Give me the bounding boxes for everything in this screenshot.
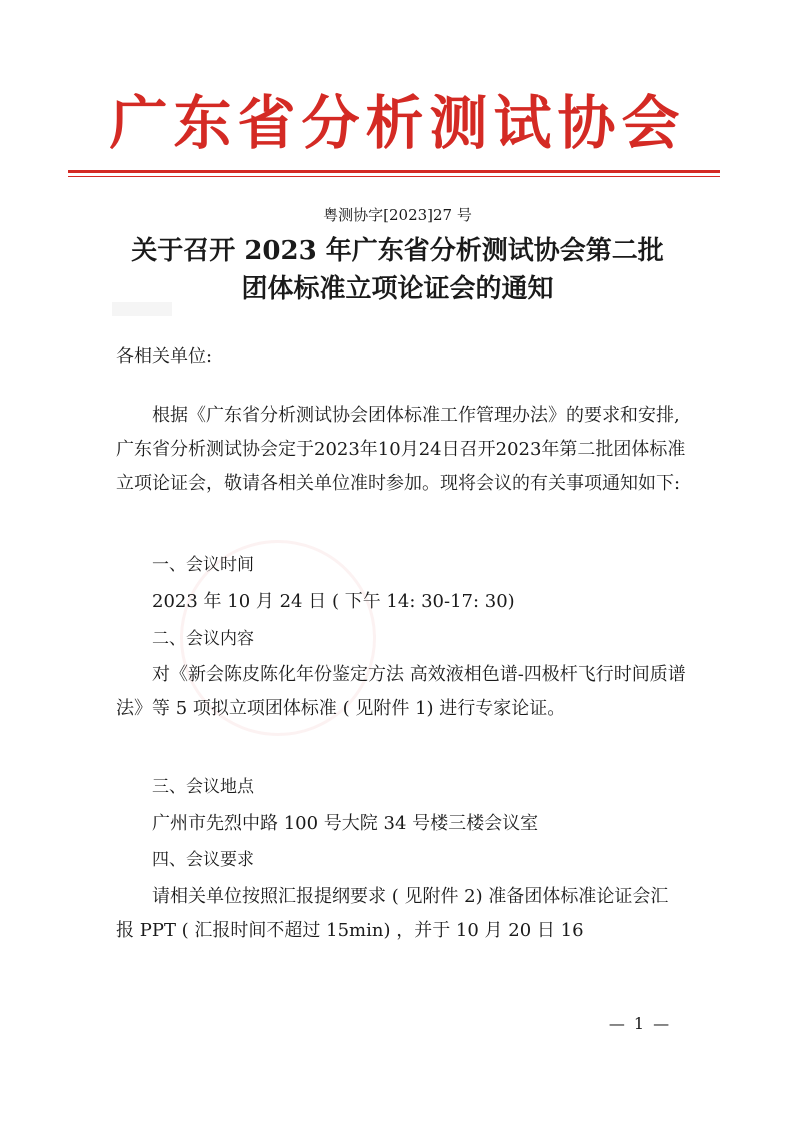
header-rule-thick	[68, 170, 720, 173]
section-2-heading: 二、会议内容	[152, 629, 254, 649]
section-4-heading: 四、会议要求	[152, 850, 254, 870]
title-line-1: 关于召开 2023 年广东省分析测试协会第二批	[131, 236, 664, 266]
section-3-heading: 三、会议地点	[152, 777, 254, 797]
section-3-text: 广州市先烈中路 100 号大院 34 号楼三楼会议室	[152, 813, 539, 834]
salutation: 各相关单位:	[116, 346, 213, 367]
organization-header: 广东省分析测试协会	[109, 89, 686, 157]
section-2-text: 对《新会陈皮陈化年份鉴定方法 高效液相色谱-四极杆飞行时间质谱法》等 5 项拟立项团体标准 ( 见附件 1) 进行专家论证。	[116, 664, 686, 719]
document-title	[60, 232, 735, 308]
document-number: 粤测协字[2023]27 号	[323, 206, 472, 224]
title-line-2: 团体标准立项论证会的通知	[241, 274, 554, 304]
section-1-text: 2023 年 10 月 24 日 ( 下午 14: 30-17: 30)	[152, 591, 515, 612]
page-number: — 1 —	[608, 1014, 672, 1033]
header-rule-thin	[68, 176, 720, 177]
section-4-text: 请相关单位按照汇报提纲要求 ( 见附件 2) 准备团体标准论证会汇报 PPT ( 汇报时间不超过 15min) ，并于 10 月 20 日 16	[116, 886, 669, 941]
section-1-heading: 一、会议时间	[152, 555, 254, 575]
intro-paragraph: 根据《广东省分析测试协会团体标准工作管理办法》的要求和安排,广东省分析测试协会定于2023年10月24日召开2023年第二批团体标准立项论证会，敬请各相关单位准时参加。现将会议的有关事项通知如下:	[116, 405, 686, 494]
